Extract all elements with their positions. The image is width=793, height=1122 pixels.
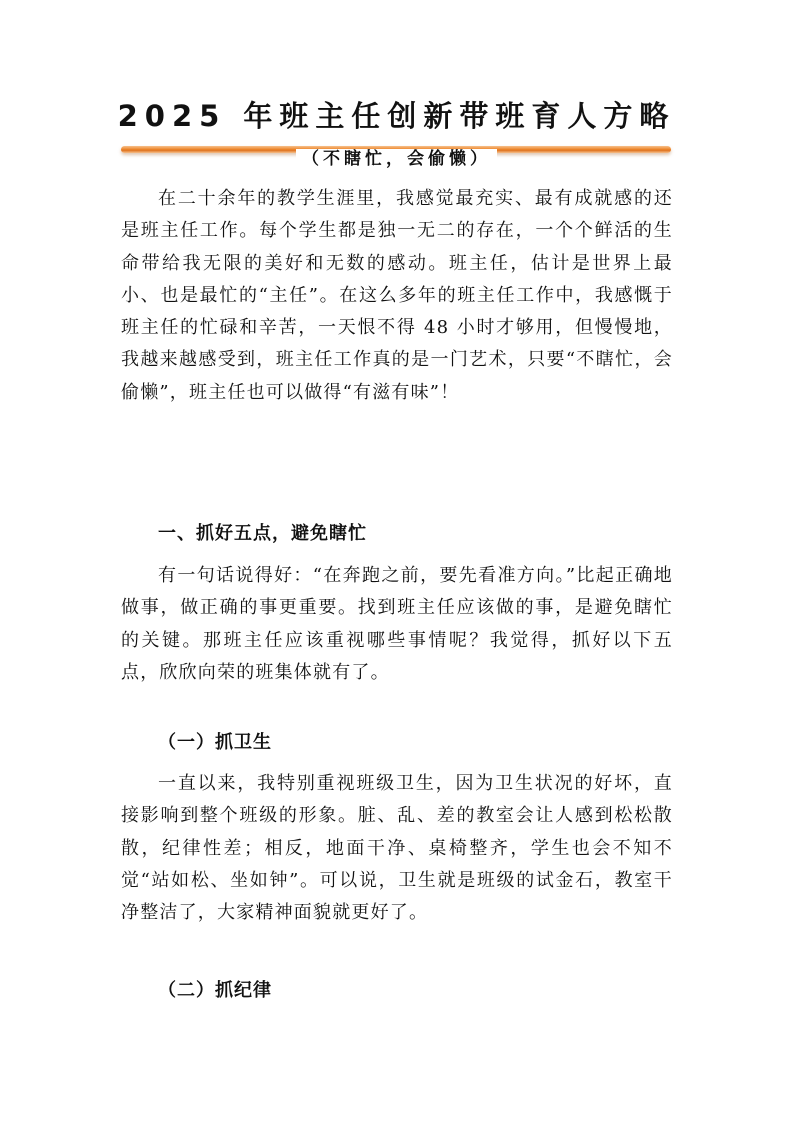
section-1-paragraph: 有一句话说得好：“在奔跑之前，要先看准方向。”比起正确地做事，做正确的事更重要。找到班主任应该做的事，是避免瞎忙的关键。那班主任应该重视哪些事情呢？我觉得，抓好以下五点，欣欣向荣的班集体就有了。	[121, 565, 673, 683]
intro-paragraph: 在二十余年的教学生涯里，我感觉最充实、最有成就感的还是班主任工作。每个学生都是独一无二的存在，一个个鲜活的生命带给我无限的美好和无数的感动。班主任，估计是世界上最小、也是最忙的“主任”。在这么多年的班主任工作中，我感慨于班主任的忙碌和辛苦，一天恨不得 48 小时才够用，但慢慢地，我越来越感受到，班主任工作真的是一门艺术，只要“不瞎忙，会偷懒”，班主任也可以做得“有滋有味”！	[121, 188, 673, 403]
hygiene-paragraph: 一直以来，我特别重视班级卫生，因为卫生状况的好坏，直接影响到整个班级的形象。脏、乱、差的教室会让人感到松松散散，纪律性差；相反，地面干净、桌椅整齐，学生也会不知不觉“站如松、坐如钟”。可以说，卫生就是班级的试金石，教室干净整洁了，大家精神面貌就更好了。	[121, 773, 673, 924]
document-subtitle-text: （不瞎忙，会偷懒）	[296, 149, 497, 169]
document-title: 2025 年班主任创新带班育人方略	[117, 99, 676, 133]
section-heading-1: 一、抓好五点，避免瞎忙	[158, 523, 367, 544]
subsection-heading-hygiene: （一）抓卫生	[158, 732, 272, 753]
subsection-heading-discipline: （二）抓纪律	[158, 980, 272, 1001]
document-subtitle	[0, 145, 793, 173]
